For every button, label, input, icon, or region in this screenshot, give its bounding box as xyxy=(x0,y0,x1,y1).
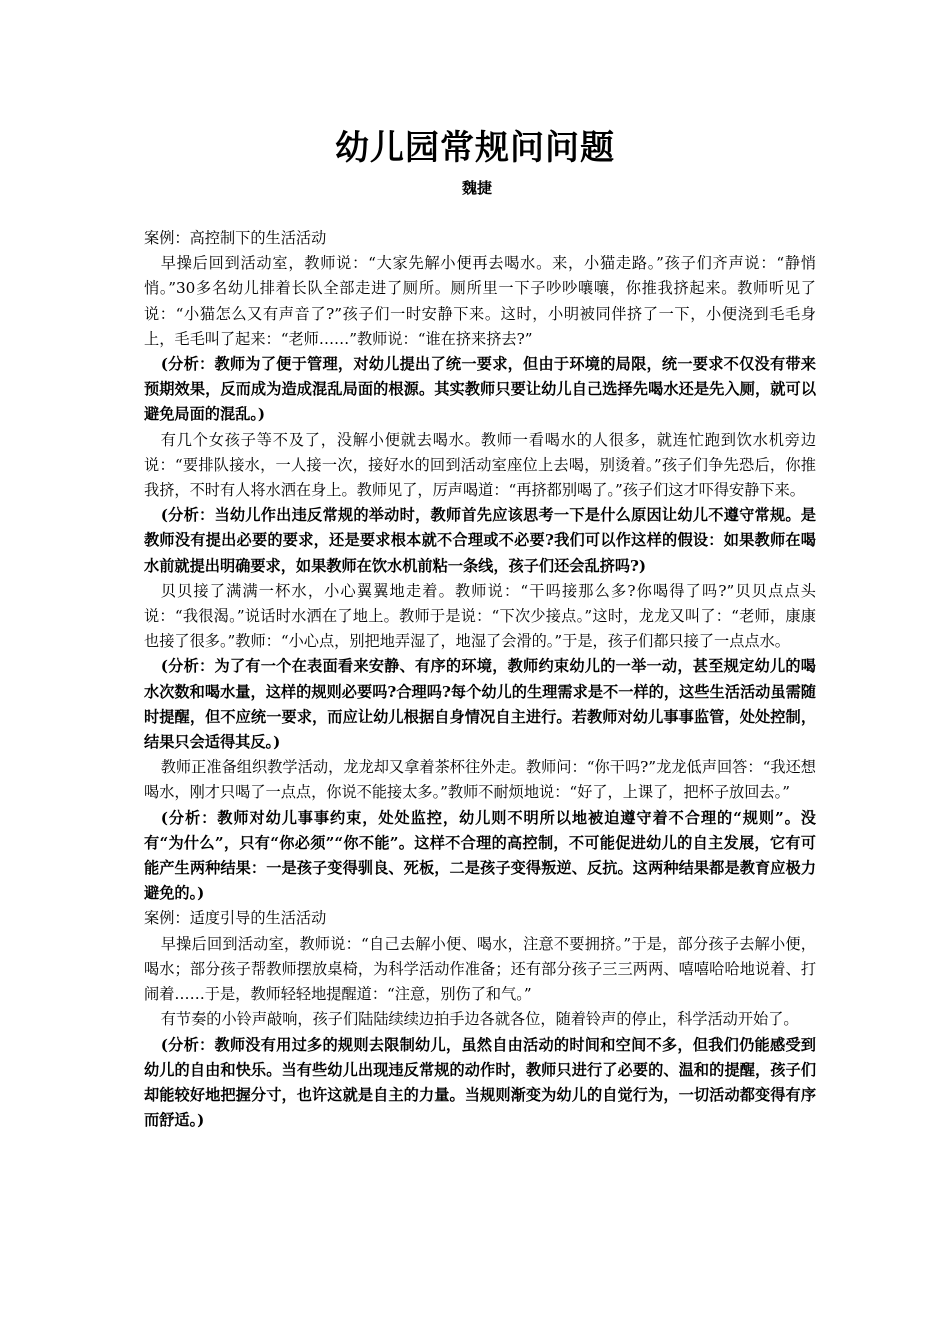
case-paragraph: 早操后回到活动室，教师说：“自己去解小便、喝水，注意不要拥挤。”于是，部分孩子去解小便，喝水；部分孩子帮教师摆放桌椅，为科学活动作准备；还有部分孩子三三两两、嘻嘻哈哈地说着、打闹着……于是，教师轻轻地提醒道：“注意，别伤了和气。” xyxy=(144,934,816,1004)
case-paragraph: 早操后回到活动室，教师说：“大家先解小便再去喝水。来，小猫走路。”孩子们齐声说：“静悄悄。”30多名幼儿排着长队全部走进了厕所。厕所里一下子吵吵嚷嚷，你推我挤起来。教师听见了说：“小猫怎么又有声音了?”孩子们一时安静下来。这时，小明被同伴挤了一下，小便浇到毛毛身上，毛毛叫了起来：“老师……”教师说：“谁在挤来挤去?” xyxy=(144,254,816,348)
case-paragraph: 有节奏的小铃声敲响，孩子们陆陆续续边拍手边各就各位，随着铃声的停止，科学活动开始了。 xyxy=(160,1010,799,1029)
case-paragraph: 贝贝接了满满一杯水，小心翼翼地走着。教师说：“干吗接那么多?你喝得了吗?”贝贝点点头说：“我很渴。”说话时水洒在了地上。教师于是说：“下次少接点。”这时，龙龙又叫了：“老师，康康也接了很多。”教师：“小心点，别把地弄湿了，地湿了会滑的。”于是，孩子们都只接了一点点水。 xyxy=(144,581,816,651)
analysis-paragraph: (分析：为了有一个在表面看来安静、有序的环境，教师约束幼儿的一举一动，甚至规定幼儿的喝水次数和喝水量，这样的规则必要吗?合理吗?每个幼儿的生理需求是不一样的，这些生活活动虽需随时提醒，但不应统一要求，而应让幼儿根据自身情况自主进行。若教师对幼儿事事监管，处处控制，结果只会适得其反。) xyxy=(144,657,816,752)
analysis-paragraph: (分析：当幼儿作出违反常规的举动时，教师首先应该思考一下是什么原因让幼儿不遵守常规。是教师没有提出必要的要求，还是要求根本就不合理或不必要?我们可以作这样的假设：如果教师在喝水前就提出明确要求，如果教师在饮水机前粘一条线，孩子们还会乱挤吗?) xyxy=(144,506,816,575)
document-body xyxy=(144,226,816,1133)
case-paragraph: 教师正准备组织教学活动，龙龙却又拿着茶杯往外走。教师问：“你干吗?”龙龙低声回答：“我还想喝水，刚才只喝了一点点，你说不能接太多。”教师不耐烦地说：“好了，上课了，把杯子放回去。” xyxy=(144,758,816,802)
case-heading: 案例：适度引导的生活活动 xyxy=(144,909,327,928)
analysis-paragraph: (分析：教师为了便于管理，对幼儿提出了统一要求，但由于环境的局限，统一要求不仅没有带来预期效果，反而成为造成混乱局面的根源。其实教师只要让幼儿自己选择先喝水还是先入厕，就可以避免局面的混乱。) xyxy=(144,355,816,424)
analysis-paragraph: (分析：教师对幼儿事事约束，处处监控，幼儿则不明所以地被迫遵守着不合理的“规则”。没有“为什么”，只有“你必须”“你不能”。这样不合理的高控制，不可能促进幼儿的自主发展，它有可能产生两种结果：一是孩子变得驯良、死板，二是孩子变得叛逆、反抗。这两种结果都是教育应极力避免的。) xyxy=(144,808,816,903)
document-author: 魏捷 xyxy=(461,179,492,197)
case-paragraph: 有几个女孩子等不及了，没解小便就去喝水。教师一看喝水的人很多，就连忙跑到饮水机旁边说：“要排队接水，一人接一次，接好水的回到活动室座位上去喝，别烫着。”孩子们争先恐后，你推我挤，不时有人将水洒在身上。教师见了，厉声喝道：“再挤都别喝了。”孩子们这才吓得安静下来。 xyxy=(144,430,816,500)
case-heading: 案例：高控制下的生活活动 xyxy=(144,229,327,247)
analysis-paragraph: (分析：教师没有用过多的规则去限制幼儿，虽然自由活动的时间和空间不多，但我们仍能感受到幼儿的自由和快乐。当有些幼儿出现违反常规的动作时，教师只进行了必要的、温和的提醒，孩子们却能较好地把握分寸，也许这就是自主的力量。当规则渐变为幼儿的自觉行为，一切活动都变得有序而舒适。) xyxy=(144,1035,816,1130)
document-title: 幼儿园常规问问题 xyxy=(335,128,615,168)
